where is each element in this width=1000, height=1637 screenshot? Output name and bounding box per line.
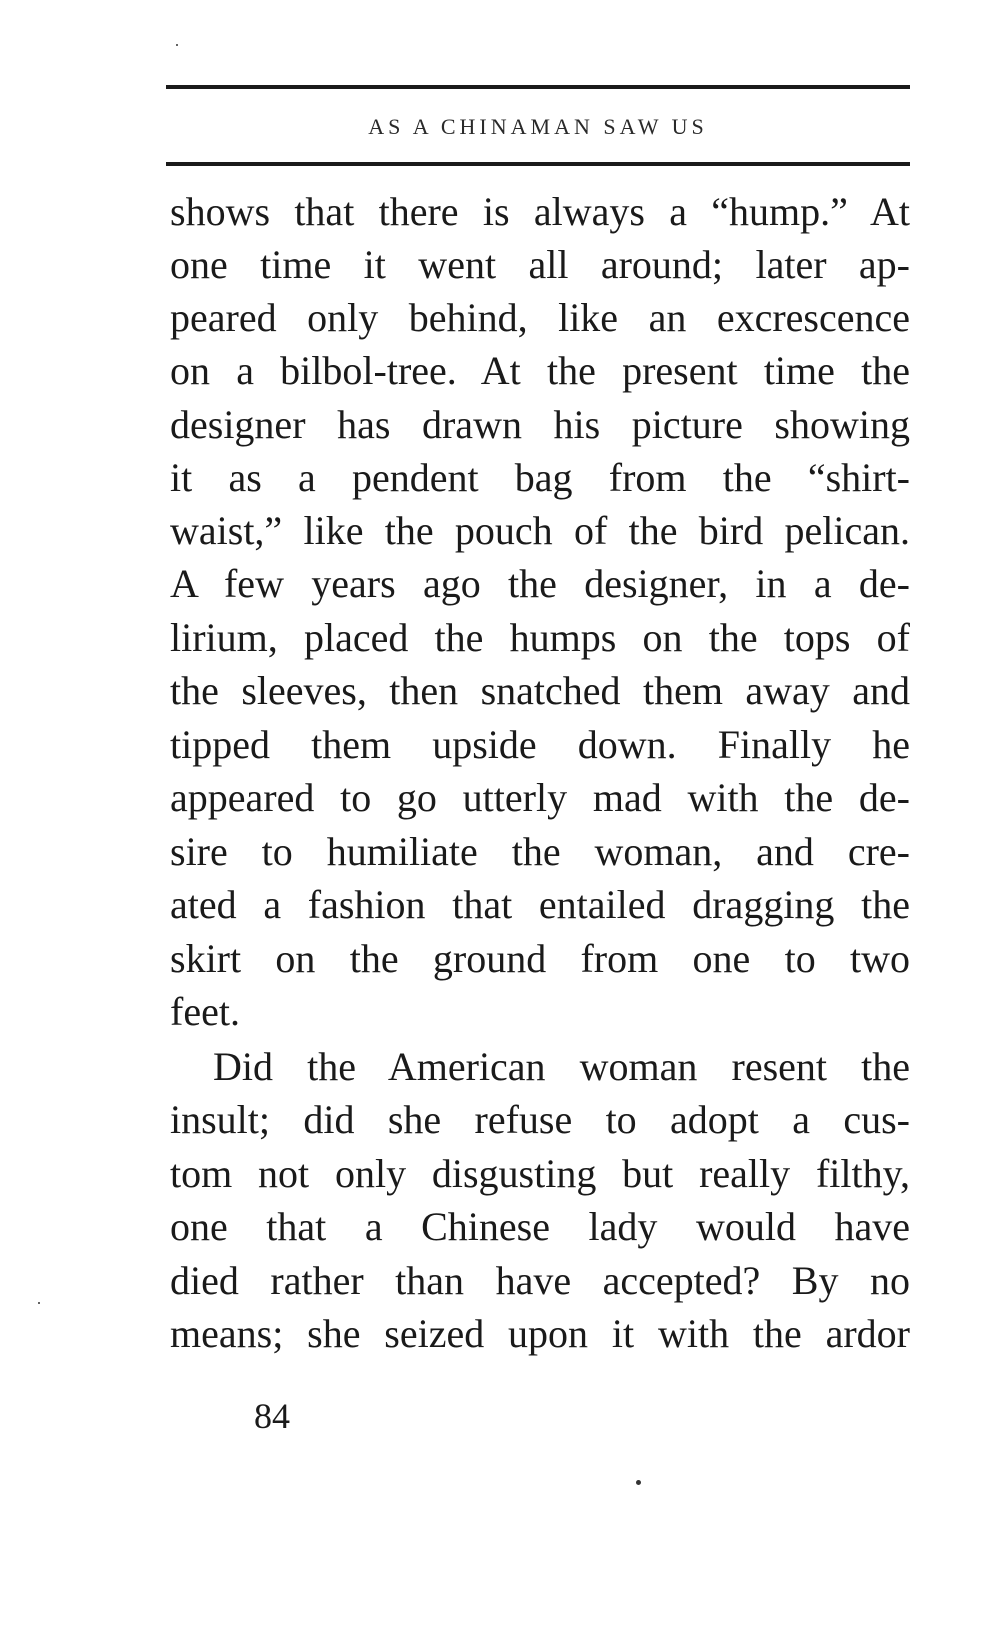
- text-line: on a bilbol-tree. At the present time the: [170, 348, 910, 393]
- text-line: ated a fashion that entailed dragging the: [170, 882, 910, 927]
- page-number: 84: [254, 1396, 290, 1436]
- text-line: lirium, placed the humps on the tops of: [170, 615, 910, 660]
- text-line: sire to humiliate the woman, and cre-: [170, 829, 910, 874]
- text-line: designer has drawn his picture showing: [170, 402, 910, 447]
- text-line: A few years ago the designer, in a de-: [170, 561, 910, 606]
- text-line: appeared to go utterly mad with the de-: [170, 775, 910, 820]
- running-head: AS A CHINAMAN SAW US: [368, 114, 708, 139]
- text-line: died rather than have accepted? By no: [170, 1258, 910, 1303]
- text-line: peared only behind, like an excrescence: [170, 295, 910, 340]
- text-line: it as a pendent bag from the “shirt-: [170, 455, 910, 500]
- text-line: Did the American woman resent the: [213, 1044, 910, 1089]
- text-line: feet.: [170, 989, 240, 1034]
- text-line: means; she seized upon it with the ardor: [170, 1311, 910, 1356]
- text-line: tipped them upside down. Finally he: [170, 722, 910, 767]
- header-rule-bottom: [166, 162, 910, 166]
- scan-speck: [176, 44, 178, 46]
- text-line: one that a Chinese lady would have: [170, 1204, 910, 1249]
- text-line: skirt on the ground from one to two: [170, 936, 910, 981]
- text-line: shows that there is always a “hump.” At: [170, 189, 910, 234]
- text-line: one time it went all around; later ap-: [170, 242, 910, 287]
- text-line: waist,” like the pouch of the bird pelican.: [170, 508, 910, 553]
- text-line: tom not only disgusting but really filthy,: [170, 1151, 910, 1196]
- text-line: the sleeves, then snatched them away and: [170, 668, 910, 713]
- scan-speck: [636, 1480, 641, 1485]
- scan-speck: [38, 1302, 40, 1304]
- text-line: insult; did she refuse to adopt a cus-: [170, 1097, 910, 1142]
- header-rule-top: [166, 85, 910, 89]
